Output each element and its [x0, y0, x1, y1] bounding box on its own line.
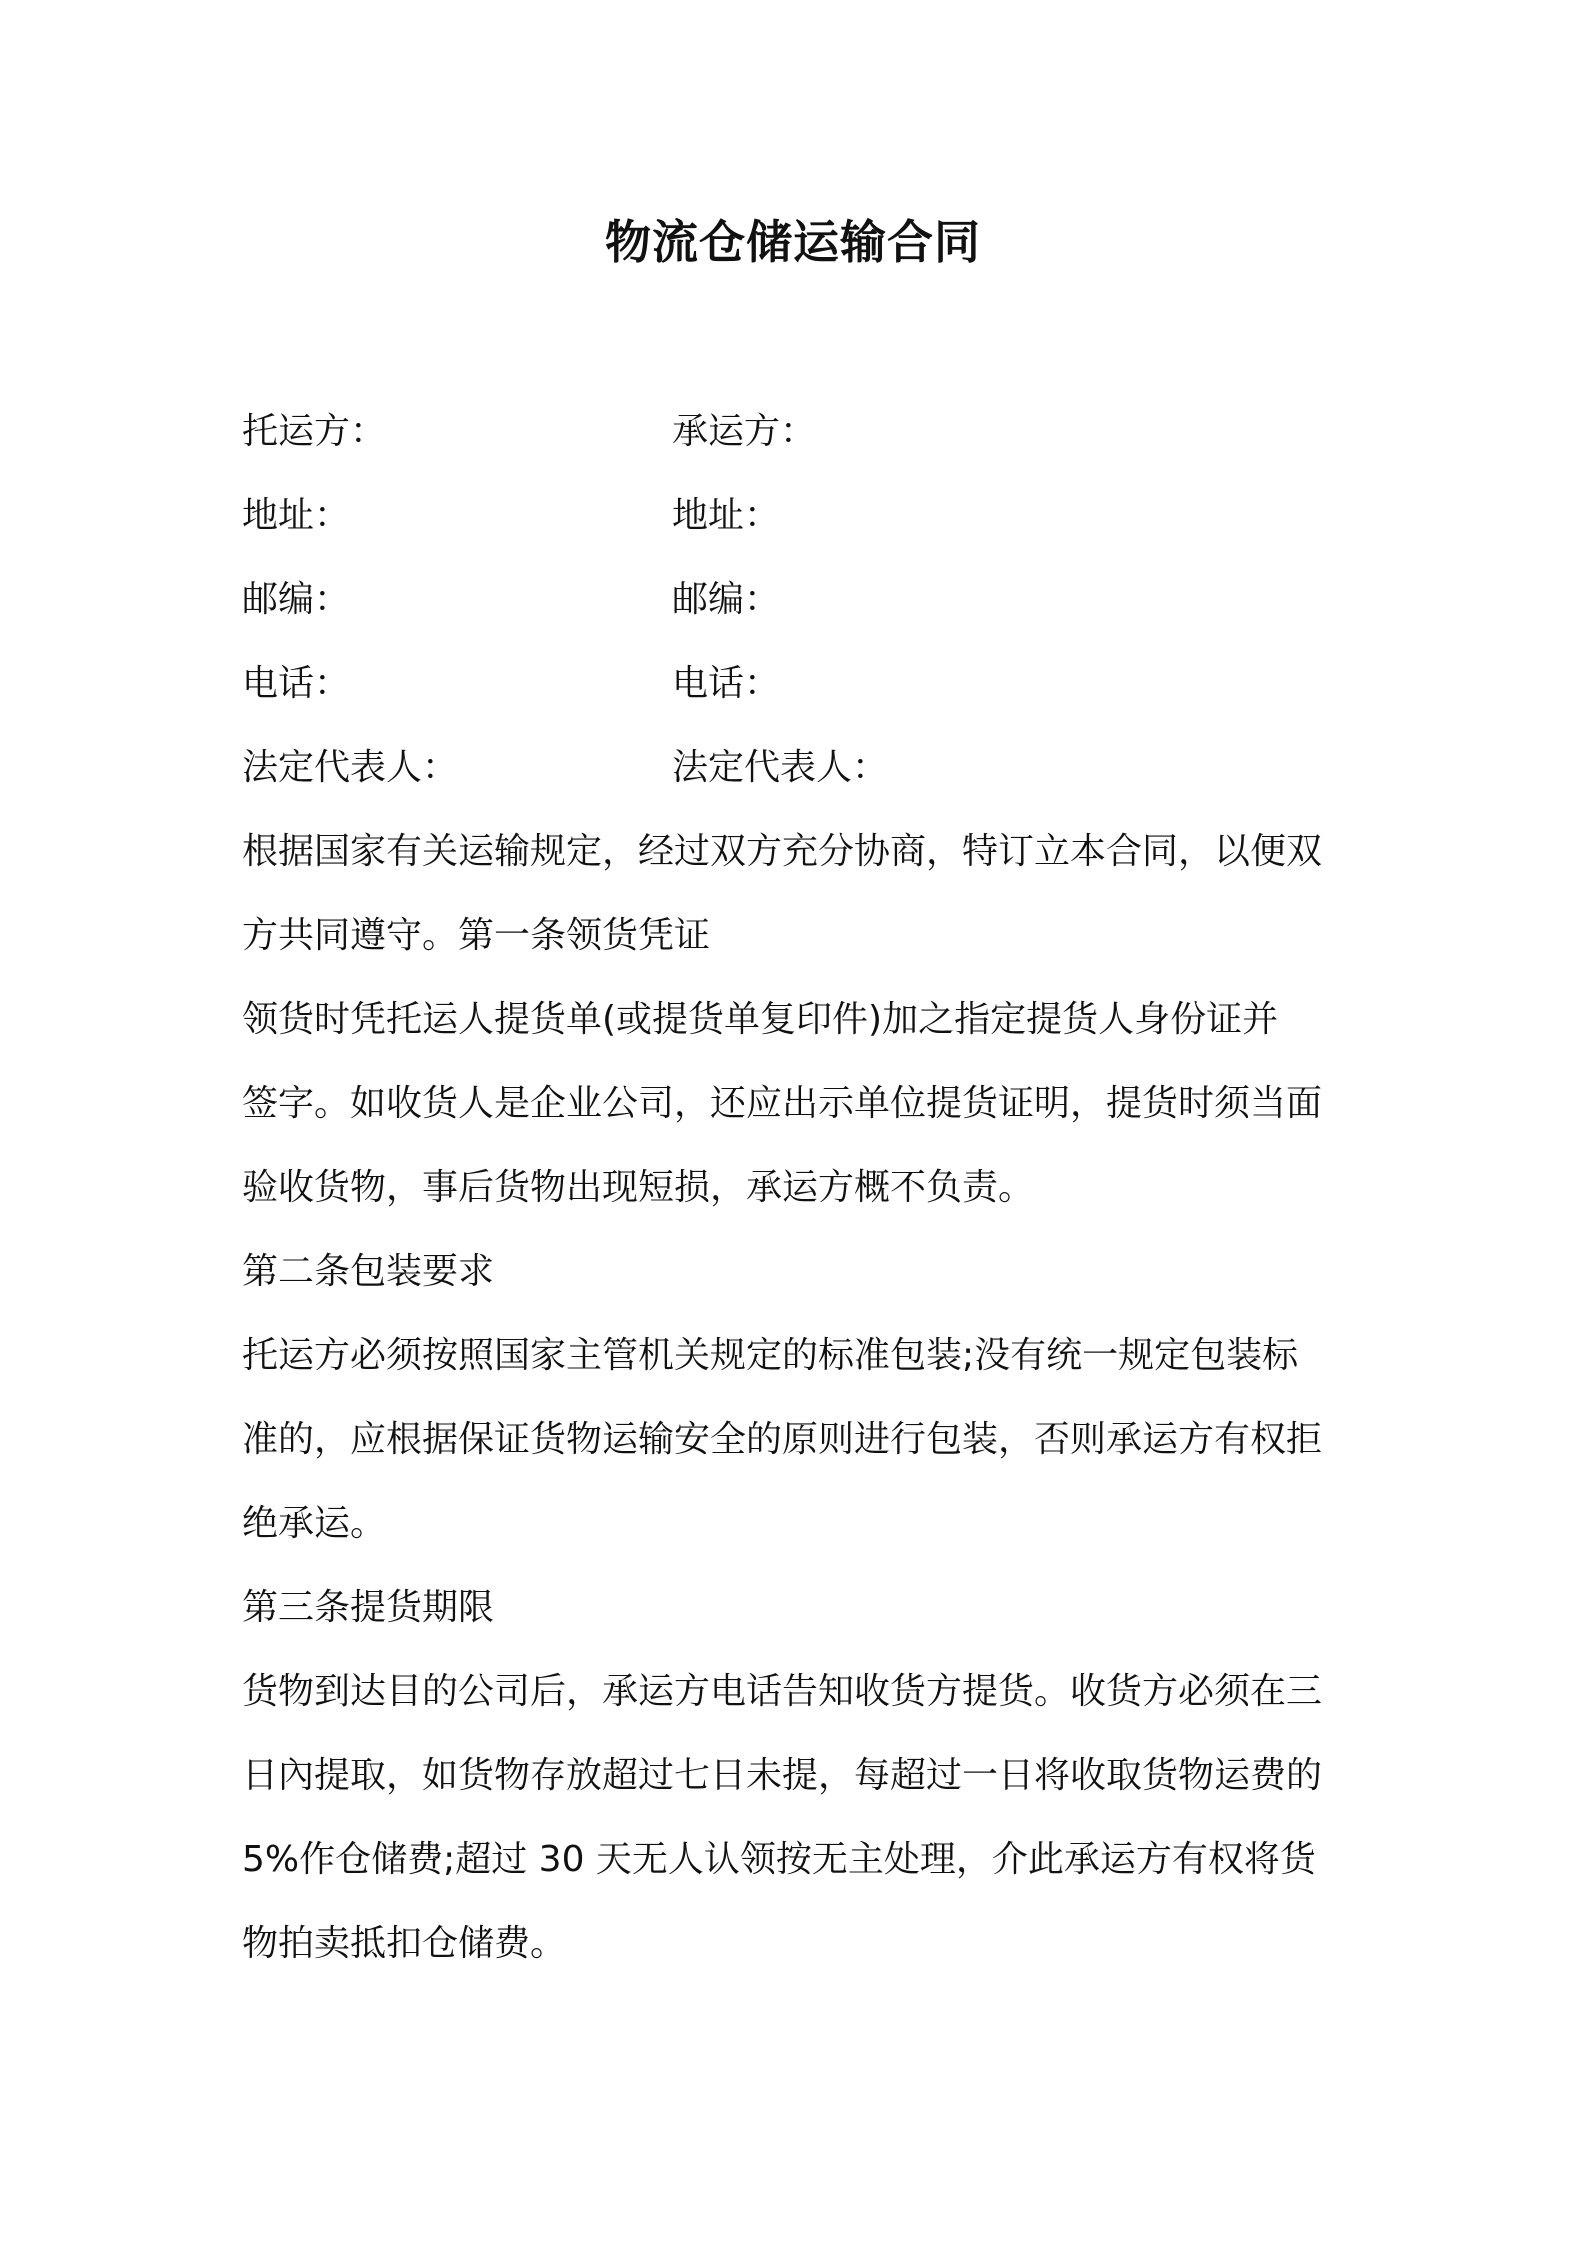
body-line: 托运方必须按照国家主管机关规定的标准包装;没有统一规定包装标: [242, 1335, 1299, 1376]
section-heading: 第三条提货期限: [242, 1587, 495, 1628]
shipper-postcode-label: 邮编：: [242, 579, 351, 620]
body-line: 5%作仓储费;超过 30 天无人认领按无主处理，介此承运方有权将货: [242, 1839, 1316, 1880]
party-row-address: [242, 492, 1362, 576]
carrier-address-label: 地址：: [672, 495, 781, 536]
party-row-legal-rep: [242, 744, 1362, 828]
body-line: 验收货物，事后货物出现短损，承运方概不负责。: [242, 1167, 1035, 1208]
body-line: 绝承运。: [242, 1503, 387, 1544]
carrier-label: 承运方：: [672, 411, 817, 452]
carrier-postcode-label: 邮编：: [672, 579, 781, 620]
document-title: 物流仓储运输合同: [605, 215, 981, 269]
section-heading: 第二条包装要求: [242, 1251, 495, 1292]
body-line: 货物到达目的公司后，承运方电话告知收货方提货。收货方必须在三: [242, 1671, 1323, 1712]
body-line: 签字。如收货人是企业公司，还应出示单位提货证明，提货时须当面: [242, 1083, 1323, 1124]
body-line: 准的，应根据保证货物运输安全的原则进行包装，否则承运方有权拒: [242, 1419, 1323, 1460]
party-row-postcode: [242, 576, 1362, 660]
body-line: 日內提取，如货物存放超过七日未提，每超过一日将收取货物运费的: [242, 1755, 1323, 1796]
shipper-label: 托运方：: [242, 411, 387, 452]
body-line: 领货时凭托运人提货单(或提货单复印件)加之指定提货人身份证并: [242, 999, 1279, 1040]
party-row-phone: [242, 660, 1362, 744]
shipper-address-label: 地址：: [242, 495, 351, 536]
body-line: 根据国家有关运输规定，经过双方充分协商，特订立本合同，以便双: [242, 831, 1323, 872]
contract-body: [242, 828, 1362, 2004]
party-row-shipper: [242, 408, 1362, 492]
body-line: 物拍卖抵扣仓储费。: [242, 1923, 567, 1964]
shipper-legal-rep-label: 法定代表人：: [242, 747, 459, 788]
carrier-phone-label: 电话：: [672, 663, 781, 704]
carrier-legal-rep-label: 法定代表人：: [672, 747, 889, 788]
shipper-phone-label: 电话：: [242, 663, 351, 704]
body-line: 方共同遵守。第一条领货凭证: [242, 915, 711, 956]
party-info-block: [242, 408, 1362, 828]
